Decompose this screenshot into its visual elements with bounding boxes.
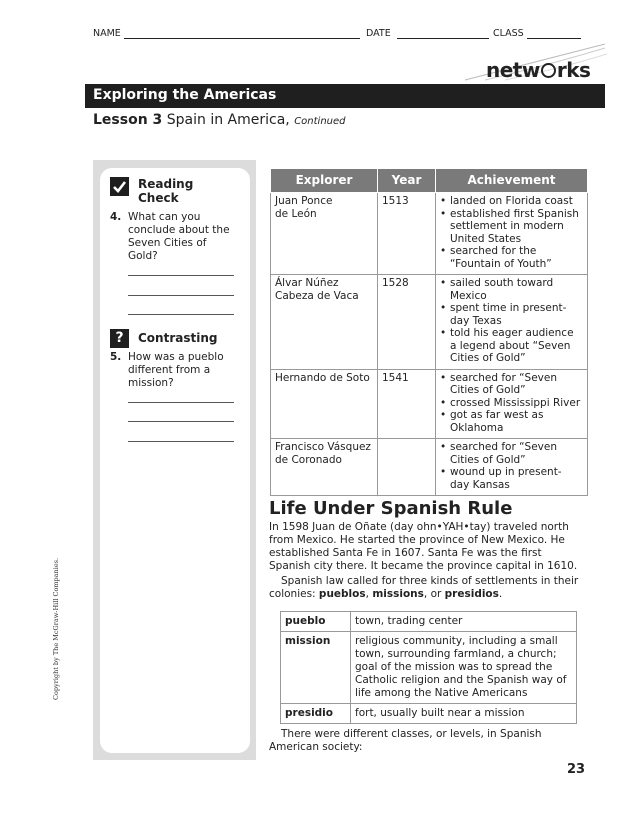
year-cell: 1541: [378, 369, 436, 439]
checkmark-icon: [110, 177, 129, 196]
explorer-table: [270, 168, 588, 496]
table-row: [271, 439, 588, 496]
paragraph-settlements: Spanish law called for three kinds of settlements in their colonies: pueblos, missions, or presidios.: [269, 575, 579, 600]
column-header-explorer: Explorer: [271, 169, 378, 193]
answer-line[interactable]: [128, 275, 234, 276]
table-row: [281, 632, 577, 704]
contrasting-question: 5. How was a pueblo different from a mission?: [110, 351, 224, 389]
page-number: 23: [567, 762, 586, 777]
achievement-cell: [436, 275, 588, 370]
achievement-cell: [436, 369, 588, 439]
term-cell: mission: [281, 632, 351, 704]
reading-check-question: 4. What can you conclude about the Seven Cities of Gold?: [110, 211, 230, 262]
list-item: • wound up in present- day Kansas: [440, 466, 583, 491]
settlement-terms-table: [280, 611, 577, 724]
answer-line[interactable]: [128, 314, 234, 315]
name-label: NAME: [93, 28, 121, 39]
date-field: [366, 28, 489, 39]
contrasting-heading: Contrasting: [138, 331, 218, 345]
answer-line[interactable]: [128, 402, 234, 403]
explorer-cell: Juan Ponce de León: [271, 193, 378, 275]
class-label: CLASS: [493, 28, 524, 39]
table-row: [281, 704, 577, 724]
list-item: • searched for “Seven Cities of Gold”: [440, 372, 583, 397]
reading-check-heading: Reading Check: [138, 177, 194, 205]
lesson-heading: [93, 112, 346, 128]
lesson-title: Spain in America,: [166, 112, 290, 128]
paragraph-classes: There were different classes, or levels, in Spanish American society:: [269, 728, 542, 753]
answer-line[interactable]: [128, 441, 234, 442]
class-field: [493, 28, 581, 39]
year-cell: 1528: [378, 275, 436, 370]
logo-ring-icon: [541, 63, 556, 78]
definition-cell: town, trading center: [351, 612, 577, 632]
list-item: • searched for “Seven Cities of Gold”: [440, 441, 583, 466]
answer-line[interactable]: [128, 295, 234, 296]
term-cell: presidio: [281, 704, 351, 724]
list-item: • sailed south toward Mexico: [440, 277, 583, 302]
list-item: • searched for the “Fountain of Youth”: [440, 245, 583, 270]
chapter-title: Exploring the Americas: [93, 87, 277, 103]
column-header-achievement: Achievement: [436, 169, 588, 193]
class-blank: [527, 29, 581, 39]
explorer-cell: Francisco Vásquez de Coronado: [271, 439, 378, 496]
achievement-cell: [436, 439, 588, 496]
list-item: • told his eager audience a legend about “Seven Cities of Gold”: [440, 327, 583, 365]
name-field: [93, 28, 360, 39]
lesson-number: Lesson 3: [93, 112, 163, 128]
list-item: • spent time in present- day Texas: [440, 302, 583, 327]
copyright-notice: Copyright by The McGraw-Hill Companies.: [52, 557, 60, 700]
achievement-cell: [436, 193, 588, 275]
explorer-cell: Álvar Núñez Cabeza de Vaca: [271, 275, 378, 370]
table-row: [271, 369, 588, 439]
list-item: • crossed Mississippi River: [440, 397, 583, 410]
table-row: [271, 275, 588, 370]
list-item: • established first Spanish settlement in modern United States: [440, 208, 583, 246]
date-blank: [397, 29, 489, 39]
table-row: [271, 193, 588, 275]
paragraph-oñate: In 1598 Juan de Oñate (day ohn•YAH•tay) traveled north from Mexico. He started the province of New Mexico. He established Santa Fe in 1607. Santa Fe was the first Spanish city there. It became the province capital in 1610.: [269, 521, 578, 572]
term-cell: pueblo: [281, 612, 351, 632]
networks-logo: netw rks: [486, 58, 591, 82]
list-item: • landed on Florida coast: [440, 195, 583, 208]
year-cell: [378, 439, 436, 496]
lesson-continued: Continued: [294, 116, 346, 127]
column-header-year: Year: [378, 169, 436, 193]
section-title: Life Under Spanish Rule: [269, 498, 513, 519]
definition-cell: religious community, including a small town, surrounding farmland, a church; goal of the mission was to spread the Catholic religion and the Spanish way of life among the Native Americans: [351, 632, 577, 704]
name-blank: [124, 29, 360, 39]
explorer-cell: Hernando de Soto: [271, 369, 378, 439]
list-item: • got as far west as Oklahoma: [440, 409, 583, 434]
question-mark-icon: ?: [110, 329, 129, 348]
date-label: DATE: [366, 28, 391, 39]
table-row: [281, 612, 577, 632]
chapter-title-bar: [85, 84, 605, 108]
year-cell: 1513: [378, 193, 436, 275]
definition-cell: fort, usually built near a mission: [351, 704, 577, 724]
answer-line[interactable]: [128, 421, 234, 422]
